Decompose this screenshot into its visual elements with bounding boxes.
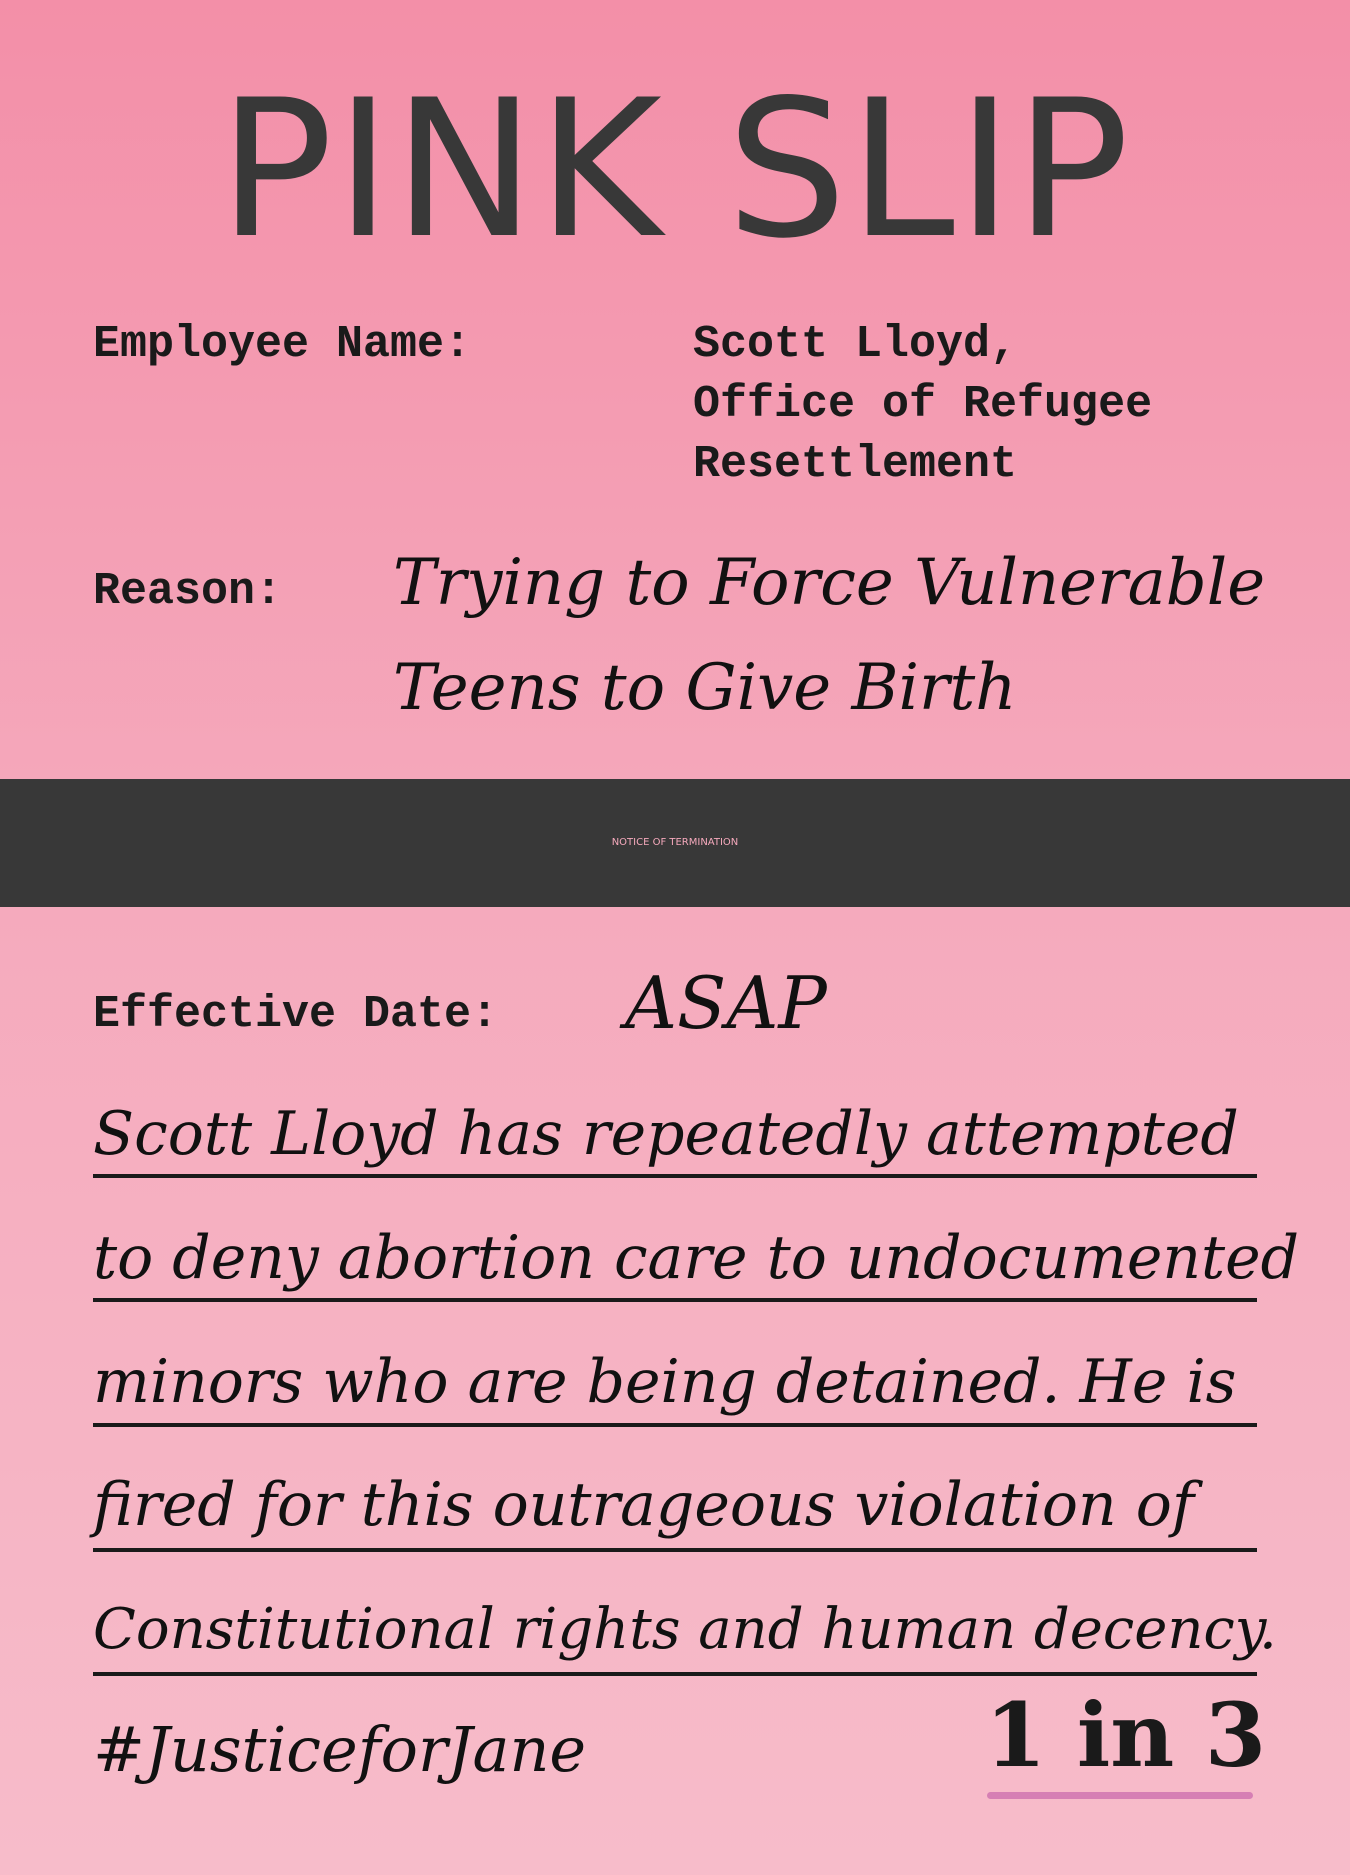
reason-line-1: Trying to Force Vulnerable <box>393 546 1266 620</box>
effective-date-value: ASAP <box>625 961 827 1045</box>
employee-name-line-3: Resettlement <box>693 439 1018 490</box>
employee-name-label: Employee Name: <box>93 319 472 370</box>
hashtag: #JusticeforJane <box>93 1713 587 1786</box>
termination-banner <box>0 779 1350 907</box>
page-title: PINK SLIP <box>218 59 1132 280</box>
statement-line-5: Constitutional rights and human decency. <box>93 1597 1277 1662</box>
logo-underline <box>987 1792 1253 1799</box>
statement-line-1: Scott Lloyd has repeatedly attempted <box>93 1099 1239 1169</box>
logo-text: 1 in 3 <box>985 1683 1267 1787</box>
statement-rule-2 <box>93 1298 1257 1302</box>
banner-title: NOTICE OF TERMINATION <box>611 837 739 848</box>
effective-date-label: Effective Date: <box>93 989 499 1040</box>
statement-line-2: to deny abortion care to undocumented <box>93 1223 1300 1293</box>
one-in-three-logo <box>985 1683 1267 1787</box>
statement-line-3: minors who are being detained. He is <box>93 1347 1237 1417</box>
reason-label: Reason: <box>93 566 283 617</box>
statement-rule-3 <box>93 1423 1257 1427</box>
statement-rule-1 <box>93 1174 1257 1178</box>
employee-name-line-2: Office of Refugee <box>693 379 1153 430</box>
statement-rule-4 <box>93 1548 1257 1552</box>
statement-rule-5 <box>93 1672 1257 1676</box>
employee-name-line-1: Scott Lloyd, <box>693 319 1018 370</box>
statement-line-4: fired for this outrageous violation of <box>93 1470 1195 1540</box>
reason-line-2: Teens to Give Birth <box>393 651 1017 725</box>
